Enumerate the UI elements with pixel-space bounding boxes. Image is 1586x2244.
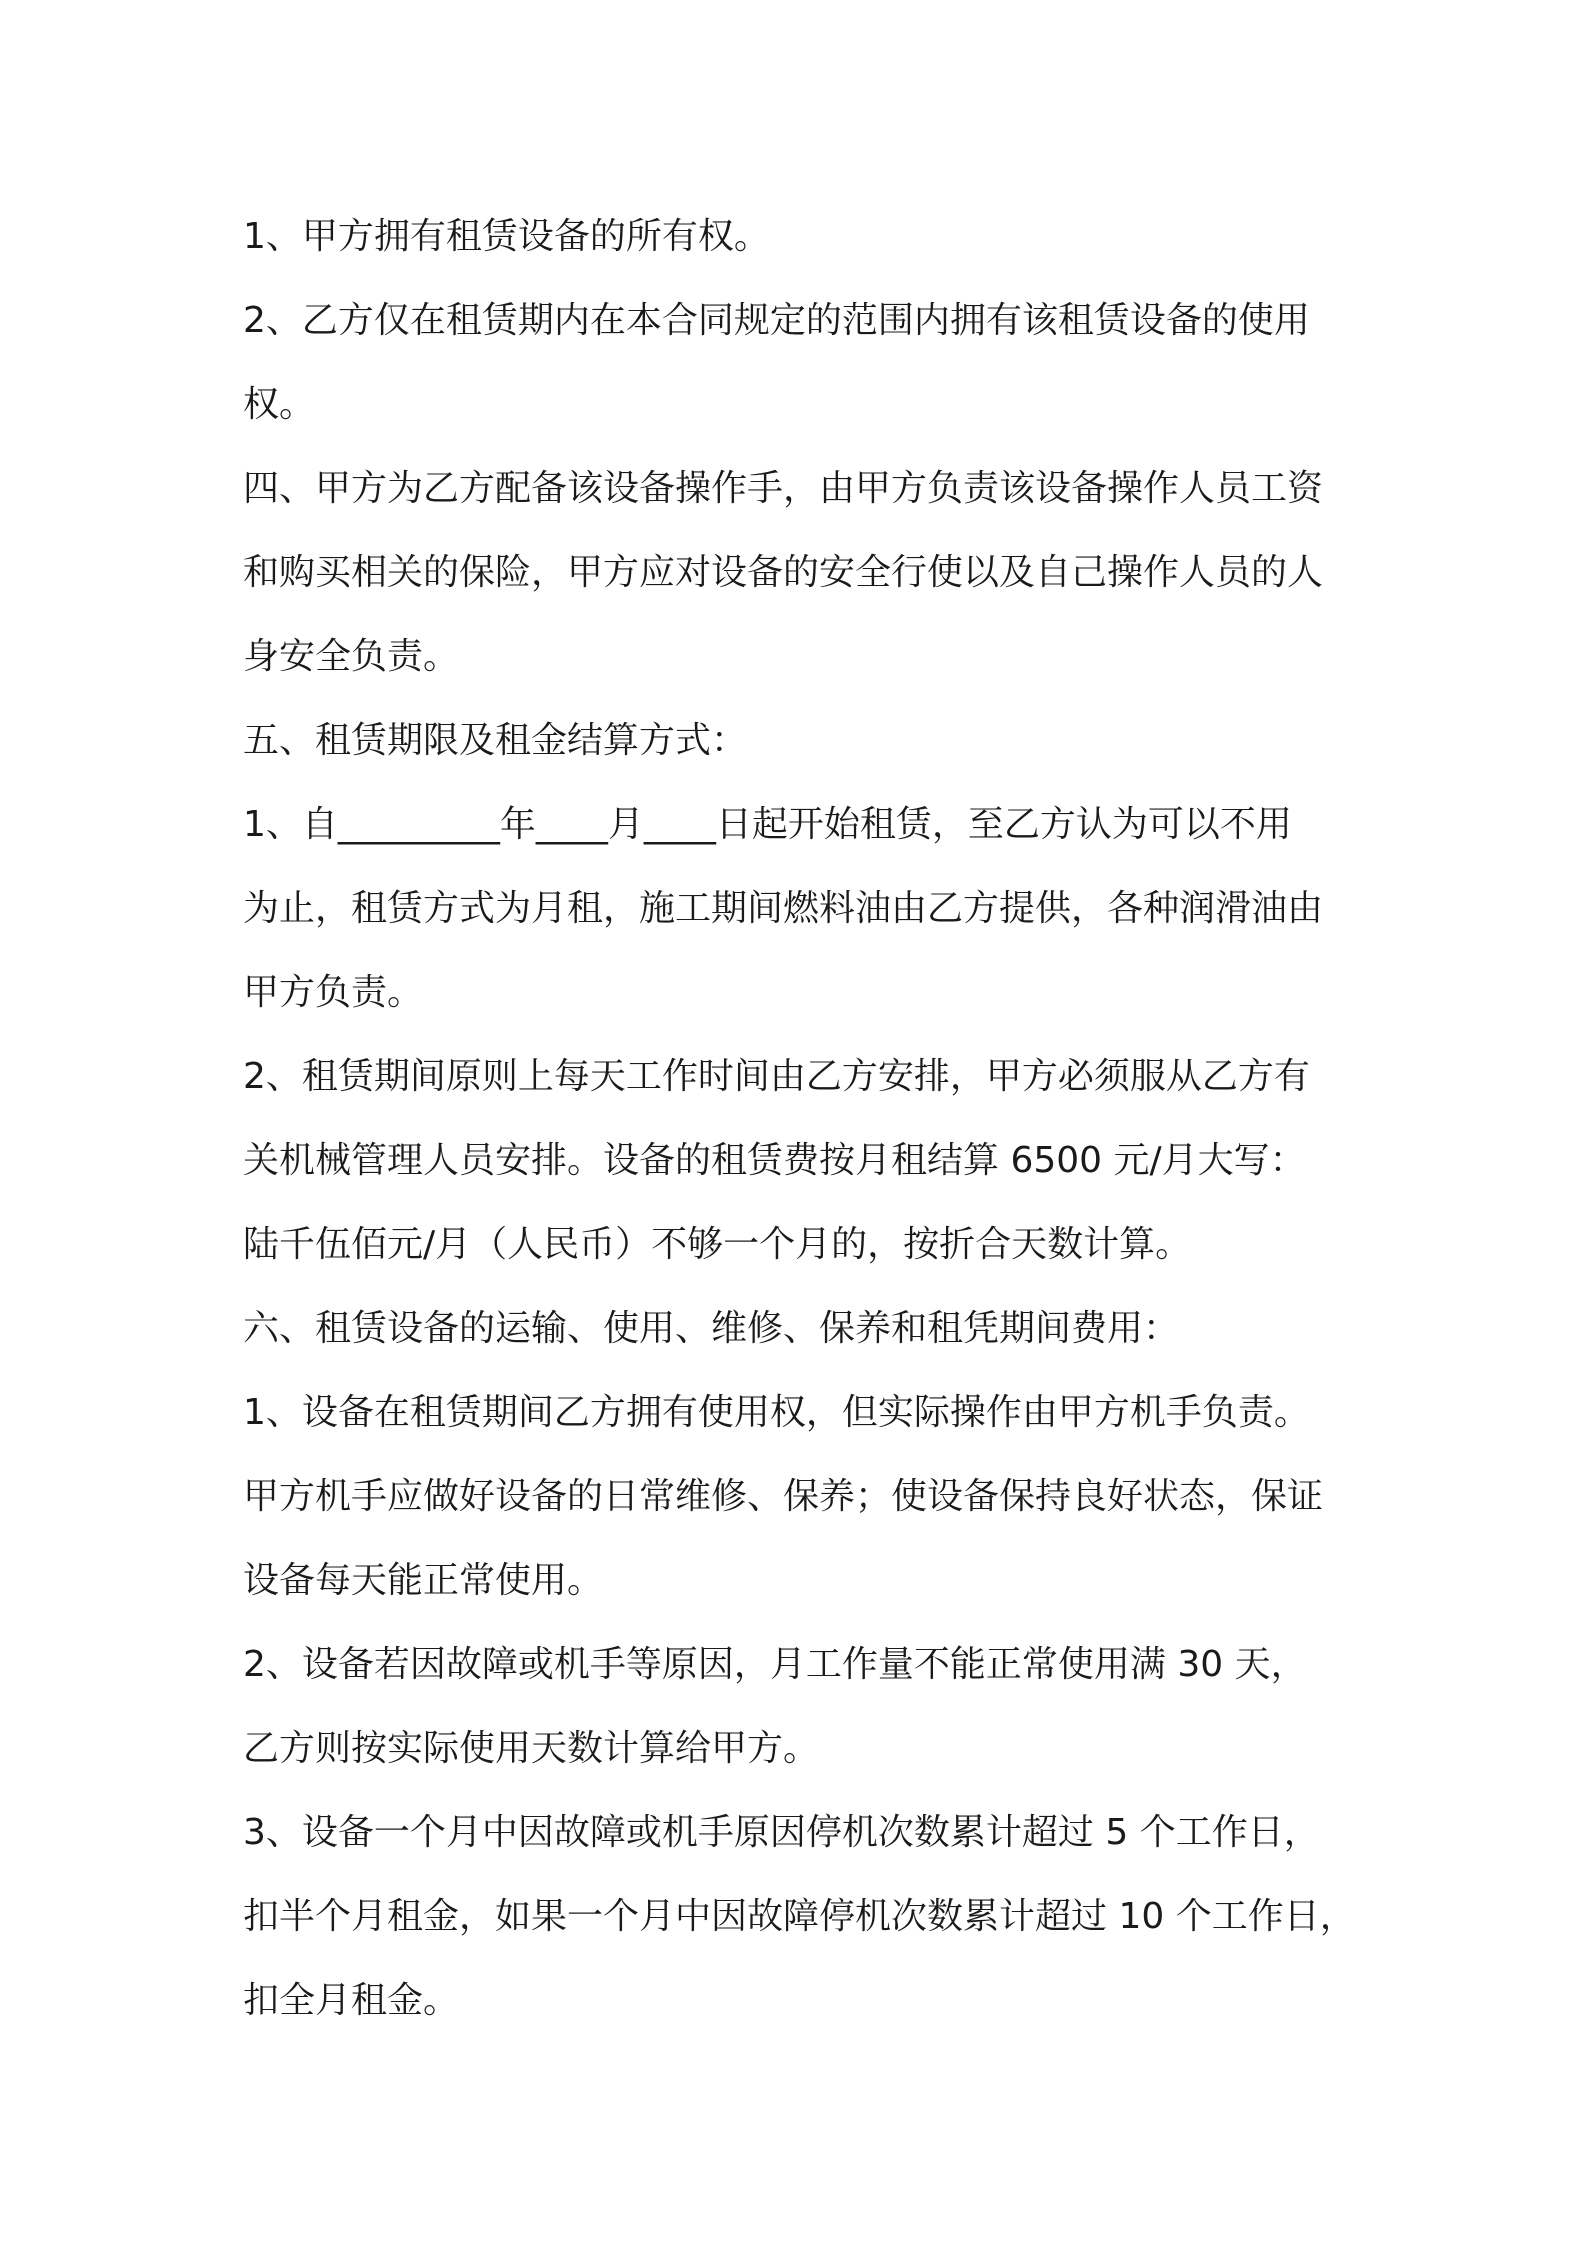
clause-5-2-rent xyxy=(243,1035,1363,1287)
clause-5-1-lease-period xyxy=(243,783,1363,1035)
text-line: 甲方负责。 xyxy=(243,972,424,1013)
clause-6-3-downtime xyxy=(243,1791,1363,2043)
text-line: 1、设备在租赁期间乙方拥有使用权，但实际操作由甲方机手负责。 xyxy=(243,1392,1310,1433)
text-line: 2、乙方仅在租赁期内在本合同规定的范围内拥有该租赁设备的使用 xyxy=(243,300,1310,341)
text-line: 甲方机手应做好设备的日常维修、保养；使设备保持良好状态，保证 xyxy=(243,1476,1324,1517)
section-4-operator xyxy=(243,447,1363,699)
text-line: 陆千伍佰元/月（人民币）不够一个月的，按折合天数计算。 xyxy=(243,1224,1192,1265)
text-line: 3、设备一个月中因故障或机手原因停机次数累计超过 5 个工作日， xyxy=(243,1812,1320,1853)
text-line: 五、租赁期限及租金结算方式： xyxy=(243,720,748,761)
text-line: 2、租赁期间原则上每天工作时间由乙方安排，甲方必须服从乙方有 xyxy=(243,1056,1310,1097)
text-line: 2、设备若因故障或机手等原因，月工作量不能正常使用满 30 天， xyxy=(243,1644,1307,1685)
clause-1-ownership xyxy=(243,195,1363,279)
text-line: 设备每天能正常使用。 xyxy=(243,1560,604,1601)
text-line: 为止，租赁方式为月租，施工期间燃料油由乙方提供，各种润滑油由 xyxy=(243,888,1324,929)
text-line: 六、租赁设备的运输、使用、维修、保养和租凭期间费用： xyxy=(243,1308,1180,1349)
text-line: 关机械管理人员安排。设备的租赁费按月租结算 6500 元/月大写： xyxy=(243,1140,1306,1181)
text-line: 四、甲方为乙方配备该设备操作手，由甲方负责该设备操作人员工资 xyxy=(243,468,1324,509)
clause-2-usage-right xyxy=(243,279,1363,447)
document-body xyxy=(243,195,1363,2043)
text-line: 乙方则按实际使用天数计算给甲方。 xyxy=(243,1728,820,1769)
clause-6-1-maintenance xyxy=(243,1371,1363,1623)
text-line: 权。 xyxy=(243,384,316,425)
text-line: 1、甲方拥有租赁设备的所有权。 xyxy=(243,216,770,257)
section-5-heading xyxy=(243,699,1363,783)
text-line: 身安全负责。 xyxy=(243,636,460,677)
clause-6-2-workload xyxy=(243,1623,1363,1791)
text-line: 1、自_________年____月____日起开始租赁，至乙方认为可以不用 xyxy=(243,804,1292,845)
text-line: 扣半个月租金，如果一个月中因故障停机次数累计超过 10 个工作日， xyxy=(243,1896,1356,1937)
text-line: 和购买相关的保险，甲方应对设备的安全行使以及自己操作人员的人 xyxy=(243,552,1324,593)
section-6-heading xyxy=(243,1287,1363,1371)
text-line: 扣全月租金。 xyxy=(243,1980,460,2021)
